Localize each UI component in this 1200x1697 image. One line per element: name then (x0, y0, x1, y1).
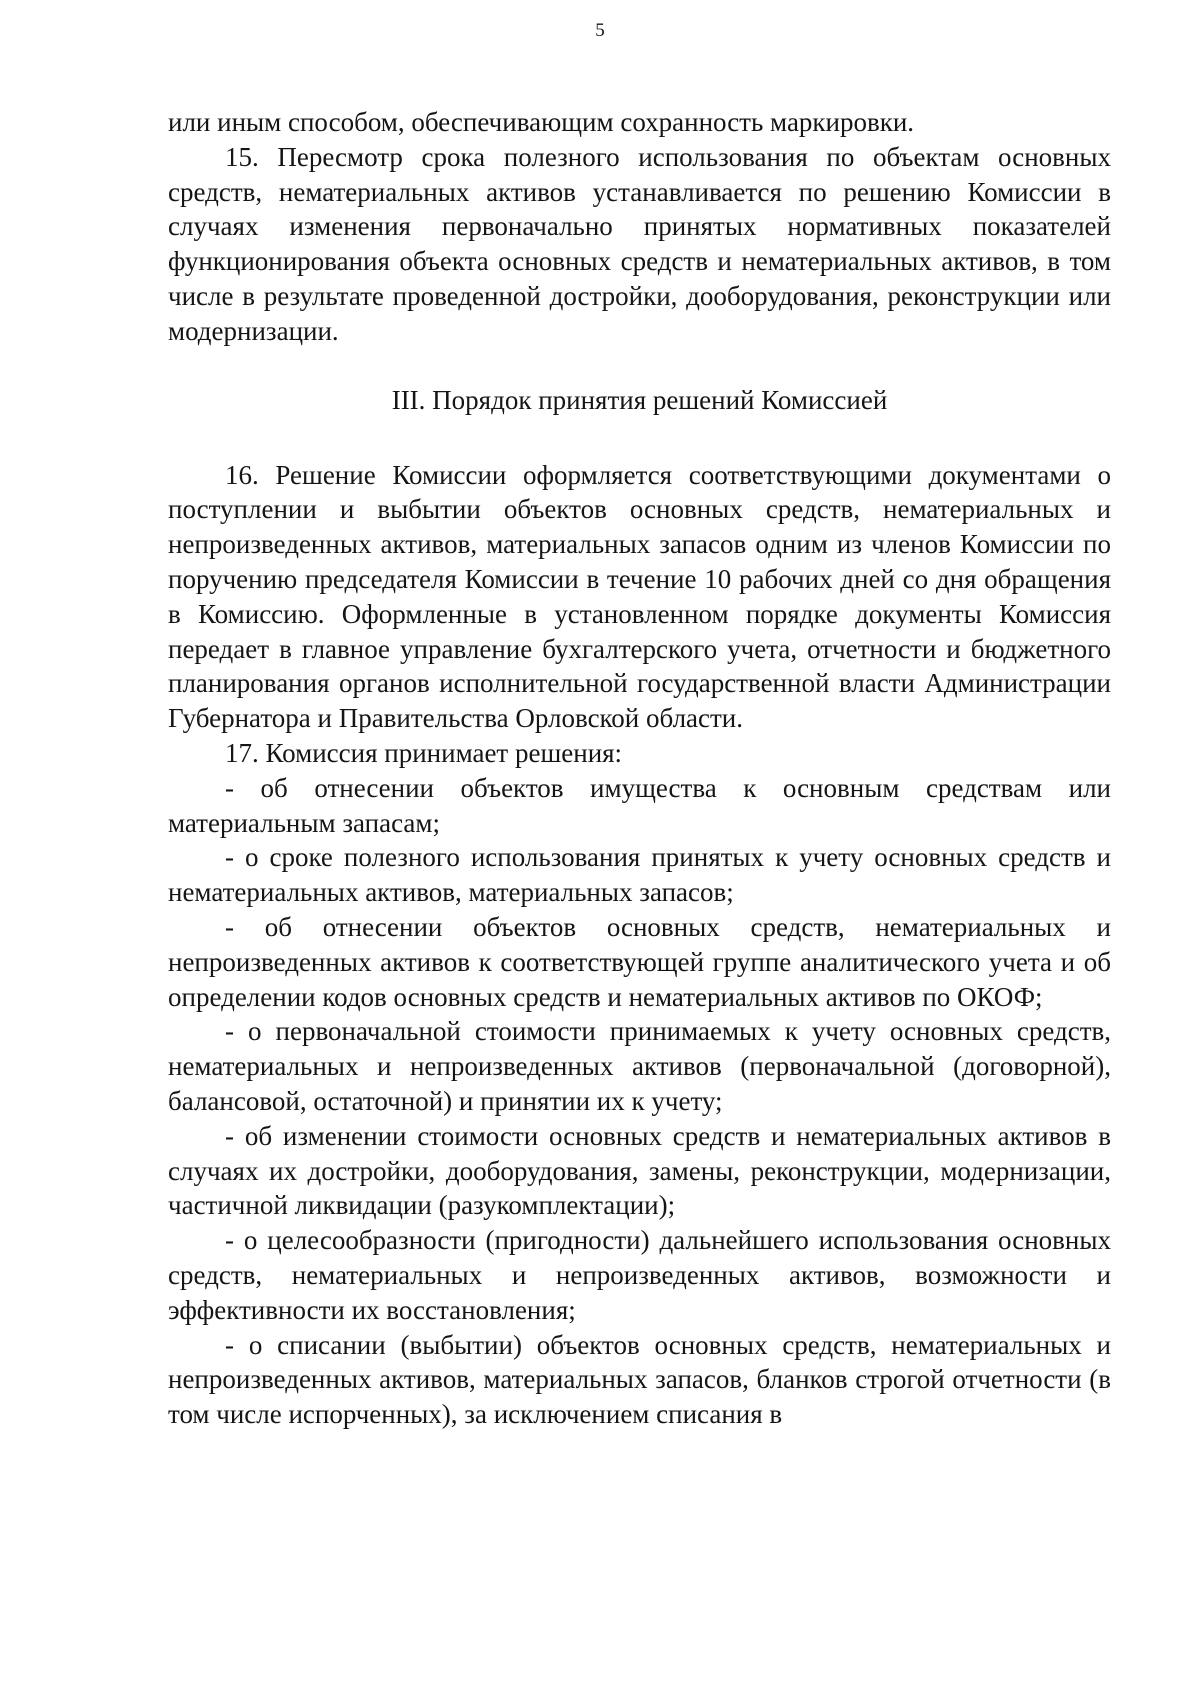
page-number: 5 (595, 20, 605, 41)
list-item: - о списании (выбытии) объектов основных средств, нематериальных и непроизведенных активов, материальных запасов, бланков строгой отчетности (в том числе испорченных), за исключением списания в (168, 1329, 1111, 1430)
list-item: - об отнесении объектов основных средств, нематериальных и непроизведенных активов к соответствующей группе аналитического учета и об определении кодов основных средств и нематериальных активов по ОКОФ; (168, 911, 1111, 1012)
list-item: - о сроке полезного использования принятых к учету основных средств и нематериальных активов, материальных запасов; (168, 842, 1111, 908)
document-body (168, 105, 1111, 1432)
list-item: - об отнесении объектов имущества к основным средствам или материальным запасам; (168, 772, 1111, 838)
section-heading: III. Порядок принятия решений Комиссией (391, 384, 888, 415)
list-item: - об изменении стоимости основных средств и нематериальных активов в случаях их достройки, дооборудования, замены, реконструкции, модернизации, частичной ликвидации (разукомплектации); (168, 1120, 1111, 1221)
list-item: - о первоначальной стоимости принимаемых к учету основных средств, нематериальных и непроизведенных активов (первоначальной (договорной), балансовой, остаточной) и принятии их к учету; (168, 1016, 1111, 1116)
paragraph-item-16: 16. Решение Комиссии оформляется соответствующими документами о поступлении и выбытии объектов основных средств, нематериальных и непроизведенных активов, материальных запасов одним из членов Комиссии по поручению председателя Комиссии в течение 10 рабочих дней со дня обращения в Комиссию. Оформленные в установленном порядке документы Комиссия передает в главное управление бухгалтерского учета, отчетности и бюджетного планирования органов исполнительной государственной власти Администрации Губернатора и Правительства Орловской области. (168, 459, 1111, 734)
paragraph-item-15: 15. Пересмотр срока полезного использования по объектам основных средств, нематериальных активов устанавливается по решению Комиссии в случаях изменения первоначально принятых нормативных показателей функционирования объекта основных средств и нематериальных активов, в том числе в результате проведенной достройки, дооборудования, реконструкции или модернизации. (168, 141, 1111, 346)
list-item: - о целесообразности (пригодности) дальнейшего использования основных средств, нематериальных и непроизведенных активов, возможности и эффективности их восстановления; (168, 1225, 1111, 1325)
paragraph-continuation: или иным способом, обеспечивающим сохранность маркировки. (168, 107, 915, 137)
paragraph-item-17: 17. Комиссия принимает решения: (225, 737, 623, 768)
